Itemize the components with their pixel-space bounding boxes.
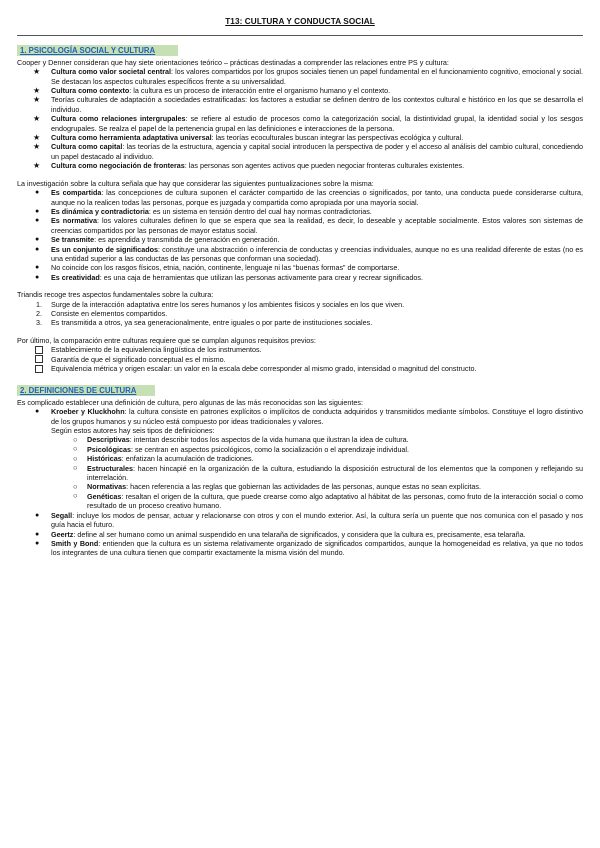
bullet-icon: ● xyxy=(35,189,40,197)
bullet-icon: ● xyxy=(35,408,40,416)
list-item: ● No coincide con los rasgos físicos, etnia, nación, continente, lenguaje ni las “buenas formas” de comportarse. xyxy=(35,263,400,273)
circle-bullet-icon: ○ xyxy=(73,444,78,454)
list-item: Garantía de que el significado conceptual es el mismo. xyxy=(17,355,583,364)
list-item: ● Es creatividad: es una caja de herramientas que utilizan las personas activamente para crear y recrear significados. xyxy=(35,272,423,282)
circle-bullet-icon: ○ xyxy=(73,481,78,491)
list-item: ● Smith y Bond: entienden que la cultura es un sistema relativamente organizado de significados compartidos, aunque la homogeneidad es relativa, ya que no todos los integrantes de una cultura tienen que compartir exactamente la misma visión del mundo. xyxy=(35,538,583,558)
list-item: ★ Cultura como negociación de fronteras: las personas son agentes activos que pueden negociar fronteras culturales existentes. xyxy=(33,161,465,171)
orientations-list xyxy=(17,67,583,170)
section-1-heading: 1. PSICOLOGÍA SOCIAL Y CULTURA xyxy=(17,45,178,55)
points-list xyxy=(17,188,583,282)
triandis-intro: Triandis recoge tres aspectos fundamentales sobre la cultura: xyxy=(17,290,214,300)
list-item: ★ Cultura como contexto: la cultura es un proceso de interacción entre el organismo humano y el contexto. xyxy=(33,86,391,96)
list-item: ★ Cultura como capital: las teorías de la estructura, agencia y capital social introducen la perspectiva de poder y el acceso al análisis del cambio cultural, concediendo un papel destacado al individuo. xyxy=(33,142,583,161)
circle-bullet-icon: ○ xyxy=(73,463,78,473)
list-item: ○ Históricas: enfatizan la acumulación de tradiciones. xyxy=(73,453,254,464)
list-item: ○ Estructurales: hacen hincapié en la organización de la cultura, estudiando la disposición estructural de los elementos que la componen y reflejando su interrelación. xyxy=(73,463,583,483)
section-2-intro: Es complicado establecer una definición de cultura, pero algunas de las más reconocidas son las siguientes: xyxy=(17,397,364,407)
types-intro: Según estos autores hay seis tipos de definiciones: xyxy=(51,426,215,436)
bullet-icon: ● xyxy=(35,207,40,215)
bullet-icon: ● xyxy=(35,245,40,253)
bullet-icon: ● xyxy=(35,530,40,538)
list-item: ● Es normativa: los valores culturales definen lo que se espera que sea la realidad, es decir, lo deseable y aceptable socialmente. Estos valores son sistemas de creencias compartidos por las personas de mayor estatus social. xyxy=(35,216,583,235)
list-item: ● Es compartida: las concepciones de cultura suponen el carácter compartido de las creencias o significados, por tanto, una conducta puede considerarse cultura, aunque no la realicen todas las personas, porque es juzgada y compartida como apropiada por una mayoría social. xyxy=(35,188,583,207)
bullet-icon: ● xyxy=(35,264,40,272)
list-item: ○ Normativas: hacen referencia a las reglas que gobiernan las actividades de las personas, aunque estas no sean explícitas. xyxy=(73,481,481,492)
requirements-intro: Por último, la comparación entre culturas requiere que se cumplan algunos requisitos previos: xyxy=(17,335,316,345)
list-item: ● Se transmite: es aprendida y transmitida de generación en generación. xyxy=(35,235,280,245)
list-item: ★ Cultura como herramienta adaptativa universal: las teorías ecoculturales buscan integrar las perspectivas ecológica y cultural. xyxy=(33,133,464,143)
checkbox-icon xyxy=(35,346,43,354)
list-item: Equivalencia métrica y origen escalar: un valor en la escala debe corresponder al mismo grado, intensidad o magnitud del constructo. xyxy=(17,364,583,373)
star-icon: ★ xyxy=(33,67,41,77)
list-item: 2. Consiste en elementos compartidos. xyxy=(36,308,168,318)
other-definitions-list xyxy=(17,511,583,558)
star-icon: ★ xyxy=(33,161,41,171)
research-intro: La investigación sobre la cultura señala que hay que considerar las siguientes puntualizaciones sobre la misma: xyxy=(17,178,374,188)
list-item: ● Segall: incluye los modos de pensar, actuar y relacionarse con otros y con el mundo exterior. Así, la cultura sería un puente que nos comunica con el pasado y nos guía hacia el futuro. xyxy=(35,510,583,530)
list-item: 3. Es transmitida a otros, ya sea generacionalmente, entre iguales o por parte de instituciones sociales. xyxy=(36,318,373,328)
document-title: T13: CULTURA Y CONDUCTA SOCIAL xyxy=(17,17,583,36)
list-item: Establecimiento de la equivalencia lingüística de los instrumentos. xyxy=(17,345,583,354)
list-item: ● Es dinámica y contradictoria: es un sistema en tensión dentro del cual hay normas contradictorias. xyxy=(35,206,372,216)
star-icon: ★ xyxy=(33,114,41,124)
list-item: ● Kroeber y Kluckhohn: la cultura consiste en patrones explícitos o implícitos de conducta adquiridos y transmitidos mediante símbolos. Constituye el logro distintivo de los grupos humanos y su núcleo está compuesto por ideas tradicionales y valores. xyxy=(35,407,584,426)
circle-bullet-icon: ○ xyxy=(73,434,78,444)
checkbox-icon xyxy=(35,355,43,363)
bullet-icon: ● xyxy=(35,511,40,519)
list-item: ★ Teorías culturales de adaptación a sociedades estratificadas: los factores a estudiar se definen dentro de los contextos cultural e histórico en los que se desarrolla el individuo. xyxy=(33,95,583,114)
section-1-intro: Cooper y Denner consideran que hay siete orientaciones teórico – prácticas destinadas a comprender las relaciones entre PS y cultura: xyxy=(17,57,449,67)
circle-bullet-icon: ○ xyxy=(73,491,78,501)
list-item: ○ Genéticas: resaltan el origen de la cultura, que puede crearse como algo adaptativo al hábitat de las personas, como fruto de la interacción social o como resultado de un proceso creativo humano. xyxy=(73,491,583,511)
section-2-heading: 2. DEFINICIONES DE CULTURA xyxy=(17,385,155,395)
list-item: ○ Psicológicas: se centran en aspectos psicológicos, como la socialización o el aprendizaje individual. xyxy=(73,444,410,454)
circle-bullet-icon: ○ xyxy=(73,453,78,463)
list-item: ★ Cultura como valor societal central: los valores compartidos por los grupos sociales tienen un papel fundamental en el funcionamiento cognitivo, emocional y social. Se destacan los aspectos culturales específicos frente a su universalidad. xyxy=(33,67,583,86)
list-item: ★ Cultura como relaciones intergrupales: se refiere al estudio de procesos como la categorización social, la distintividad grupal, la identidad social y los sesgos endogrupales. Se realza el papel de la pertenencia grupal en las definiciones e interacciones de la persona. xyxy=(33,114,583,133)
list-item: ● Geertz: define al ser humano como un animal suspendido en una telaraña de significados, y considera que la cultura es, precisamente, esa telaraña. xyxy=(35,529,526,539)
star-icon: ★ xyxy=(33,86,41,96)
bullet-icon: ● xyxy=(35,539,40,547)
triandis-list xyxy=(17,300,583,328)
star-icon: ★ xyxy=(33,142,41,152)
star-icon: ★ xyxy=(33,95,41,105)
requirements-list xyxy=(17,345,583,373)
list-item: ● Es un conjunto de significados: constituye una abstracción o inferencia de conductas y creencias individuales, aunque no es una realidad diferente de estas (no es una entidad superior a las conductas de las personas que conforman una sociedad). xyxy=(35,244,583,263)
list-item: ○ Descriptivas: intentan describir todos los aspectos de la vida humana que ilustran la idea de cultura. xyxy=(73,434,409,445)
list-item: 1. Surge de la interacción adaptativa entre los seres humanos y los ambientes físicos y sociales en los que viven. xyxy=(36,299,405,309)
bullet-icon: ● xyxy=(35,217,40,225)
checkbox-icon xyxy=(35,365,43,373)
types-list xyxy=(17,435,583,510)
star-icon: ★ xyxy=(33,133,41,143)
bullet-icon: ● xyxy=(35,236,40,244)
bullet-icon: ● xyxy=(35,273,40,281)
definitions-list xyxy=(17,407,583,426)
